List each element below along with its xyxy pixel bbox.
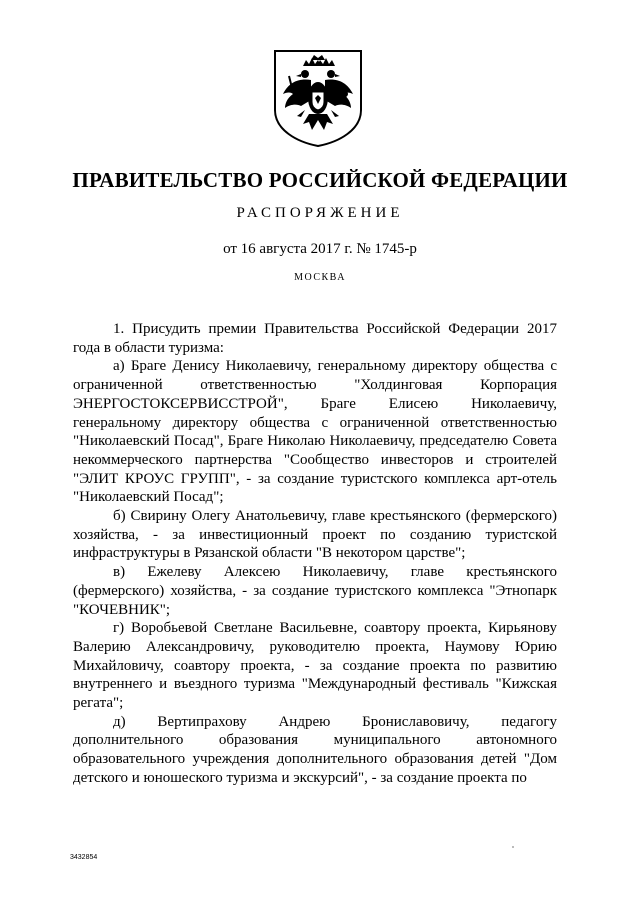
document-city: МОСКВА bbox=[294, 272, 346, 283]
scan-speck bbox=[512, 846, 514, 848]
russian-coat-of-arms-icon bbox=[271, 48, 365, 148]
document-date-number: от 16 августа 2017 г. № 1745-р bbox=[223, 241, 417, 257]
footer-document-code: 3432854 bbox=[70, 854, 98, 861]
document-type: РАСПОРЯЖЕНИЕ bbox=[236, 205, 404, 221]
paragraph-d: д) Вертипрахову Андрею Брониславовичу, педагогу дополнительного образования муниципального автономного образовательного учреждения дополнительного образования детей "Дом детского и юношеского туризма и экскурсий", - за создание проекта по bbox=[73, 713, 557, 786]
government-title: ПРАВИТЕЛЬСТВО РОССИЙСКОЙ ФЕДЕРАЦИИ bbox=[72, 168, 568, 192]
paragraph-v: в) Ежелеву Алексею Николаевичу, главе крестьянского (фермерского) хозяйства, - за создание туристского комплекса "Этнопарк "КОЧЕВНИК"; bbox=[73, 564, 557, 618]
paragraph-b: б) Свирину Олегу Анатольевичу, главе крестьянского (фермерского) хозяйства, - за инвестиционный проект по созданию туристской инфраструктуры в Рязанской области "В некотором царстве"; bbox=[73, 508, 557, 562]
paragraph-1: 1. Присудить премии Правительства Российской Федерации 2017 года в области туризма: bbox=[73, 321, 557, 356]
paragraph-a: а) Браге Денису Николаевичу, генеральному директору общества с ограниченной ответственностью "Холдинговая Корпорация ЭНЕРГОСТОКСЕРВИССТРОЙ", Браге Елисею Николаевичу, генеральному директору общества с ограниченной ответственностью "Николаевский Посад", Браге Николаю Николаевичу, председателю Совета некоммерческого партнерства "Сообщество инвесторов и строителей "ЭЛИТ КРОУС ГРУПП", - за создание туристского комплекса арт-отель "Николаевский Посад"; bbox=[73, 358, 557, 506]
paragraph-g: г) Воробьевой Светлане Васильевне, соавтору проекта, Кирьянову Валерию Александровичу, руководителю проекта, Наумову Юрию Михайловичу, соавтору проекта, - за создание проекта по развитию внутреннего и въездного туризма "Международный фестиваль "Кижская регата"; bbox=[73, 620, 557, 712]
document-body bbox=[73, 320, 557, 788]
